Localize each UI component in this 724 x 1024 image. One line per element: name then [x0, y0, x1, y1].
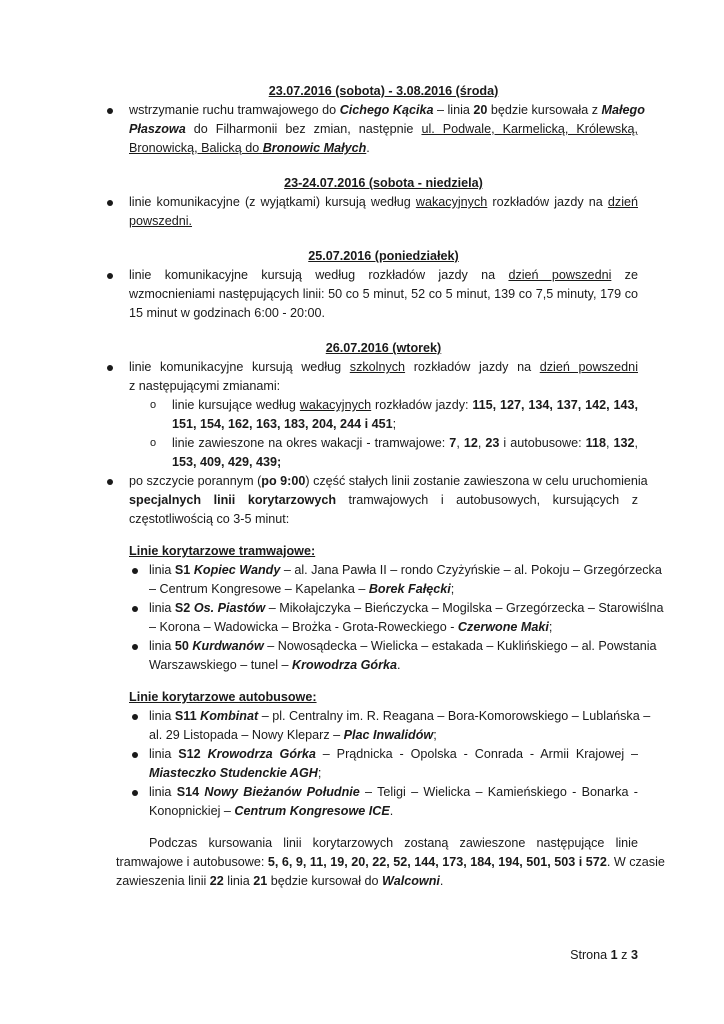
list-item-line: linia 50 Kurdwanów – Nowosądecka – Wielicka – estakada – Kuklińskiego – al. Powstania — [149, 637, 638, 656]
list-item-line: – Korona – Wadowicka – Brożka - Grota-Roweckiego - Czerwone Maki; — [149, 620, 553, 634]
bullet-line: wzmocnieniami następujących linii: 50 co 5 minut, 52 co 5 minut, 139 co 7,5 minuty, 179 co — [129, 287, 638, 301]
bullet-dot — [132, 606, 138, 612]
bullet-dot — [107, 273, 113, 279]
bullet-dot — [107, 200, 113, 206]
list-item-line: al. 29 Listopada – Nowy Kleparz – Plac Inwalidów; — [149, 728, 437, 742]
page-number: Strona 1 z 3 — [570, 948, 638, 962]
bullet-line: Płaszowa do Filharmonii bez zmian, następnie ul. Podwale, Karmelicką, Królewską, — [129, 122, 639, 136]
bullet-dot — [107, 479, 113, 485]
section-heading: 26.07.2016 (wtorek) — [325, 341, 442, 355]
list-item-line: Warszawskiego – tunel – Krowodrza Górka. — [149, 658, 401, 672]
bullet-line: linie komunikacyjne (z wyjątkami) kursują według wakacyjnych rozkładów jazdy na dzień — [129, 193, 638, 212]
bullet-item — [129, 266, 638, 323]
circle-bullet-icon: o — [150, 399, 157, 411]
section-heading: 25.07.2016 (poniedziałek) — [308, 249, 459, 263]
bullet-dot — [132, 714, 138, 720]
bus-list — [149, 707, 651, 821]
subsection-heading: Linie korytarzowe tramwajowe: — [129, 544, 316, 558]
bullet-line: z następującymi zmianami: — [129, 379, 281, 393]
bullet-line: częstotliwością co 3-5 minut: — [129, 512, 290, 526]
bullet-line: po szczycie porannym (po 9:00) część stałych linii zostanie zawieszona w celu uruchomienia — [129, 472, 638, 491]
sub-item-line: o linie kursujące według wakacyjnych rozkładów jazdy: 115, 127, 134, 137, 142, 143, — [172, 396, 638, 415]
list-item-line: linia S1 Kopiec Wandy – al. Jana Pawła II – rondo Czyżyńskie – al. Pokoju – Grzegórzecka — [149, 561, 638, 580]
bullet-dot — [107, 108, 113, 114]
bullet-line: powszedni. — [129, 214, 193, 228]
closing-paragraph — [116, 834, 665, 891]
sub-list — [150, 396, 639, 472]
section-heading: 23.07.2016 (sobota) - 3.08.2016 (środa) — [268, 84, 499, 98]
bullet-item — [129, 472, 648, 529]
bullet-line: linie komunikacyjne kursują według rozkładów jazdy na dzień powszedni ze — [129, 266, 638, 285]
list-item-line: linia S12 Krowodrza Górka – Prądnicka - Opolska - Conrada - Armii Krajowej – — [149, 745, 638, 764]
bullet-dot — [132, 790, 138, 796]
list-item-line: Miasteczko Studenckie AGH; — [149, 766, 322, 780]
bullet-item — [129, 193, 638, 231]
bullet-item — [129, 358, 638, 472]
bullet-item — [129, 101, 645, 158]
circle-bullet-icon: o — [150, 437, 157, 449]
list-item-line: linia S14 Nowy Bieżanów Południe – Teligi – Wielicka – Kamieńskiego - Bonarka - — [149, 783, 638, 802]
bullet-line: specjalnych linii korytarzowych tramwajowych i autobusowych, kursujących z — [129, 493, 638, 507]
list-item-line: Konopnickiej – Centrum Kongresowe ICE. — [149, 804, 394, 818]
bullet-dot — [132, 752, 138, 758]
sub-item-line: 151, 154, 162, 163, 183, 204, 244 i 451; — [172, 417, 397, 431]
paragraph-line: zawieszenia linii 22 linia 21 będzie kursował do Walcowni. — [116, 874, 444, 888]
section-heading: 23-24.07.2016 (sobota - niedziela) — [284, 176, 483, 190]
list-item-line: linia S2 Os. Piastów – Mikołajczyka – Bieńczycka – Mogilska – Grzegórzecka – Starowiślna — [149, 599, 638, 618]
bullet-line: 15 minut w godzinach 6:00 - 20:00. — [129, 306, 326, 320]
bullet-dot — [107, 365, 113, 371]
sub-item-line: o linie zawieszone na okres wakacji - tramwajowe: 7, 12, 23 i autobusowe: 118, 132, — [172, 434, 638, 453]
document-body — [116, 82, 665, 891]
paragraph-line: tramwajowe i autobusowe: 5, 6, 9, 11, 19, 20, 22, 52, 144, 173, 184, 194, 501, 503 i 572. W czasie — [116, 855, 665, 869]
subsection-heading: Linie korytarzowe autobusowe: — [129, 690, 317, 704]
list-item-line: linia S11 Kombinat – pl. Centralny im. R. Reagana – Bora-Komorowskiego – Lublańska – — [149, 707, 638, 726]
list-item-line: – Centrum Kongresowe – Kapelanka – Borek Fałęcki; — [149, 582, 455, 596]
paragraph-line: Podczas kursowania linii korytarzowych zostaną zawieszone następujące linie — [149, 836, 638, 850]
bullet-line: Bronowicką, Balicką do Bronowic Małych. — [129, 141, 370, 155]
bullet-line: linie komunikacyjne kursują według szkolnych rozkładów jazdy na dzień powszedni — [129, 358, 638, 377]
bullet-dot — [132, 568, 138, 574]
tram-list — [149, 561, 664, 675]
bullet-dot — [132, 644, 138, 650]
sub-item-line: 153, 409, 429, 439; — [172, 455, 282, 469]
bullet-line: wstrzymanie ruchu tramwajowego do Cichego Kącika – linia 20 będzie kursowała z Małego — [129, 101, 638, 120]
